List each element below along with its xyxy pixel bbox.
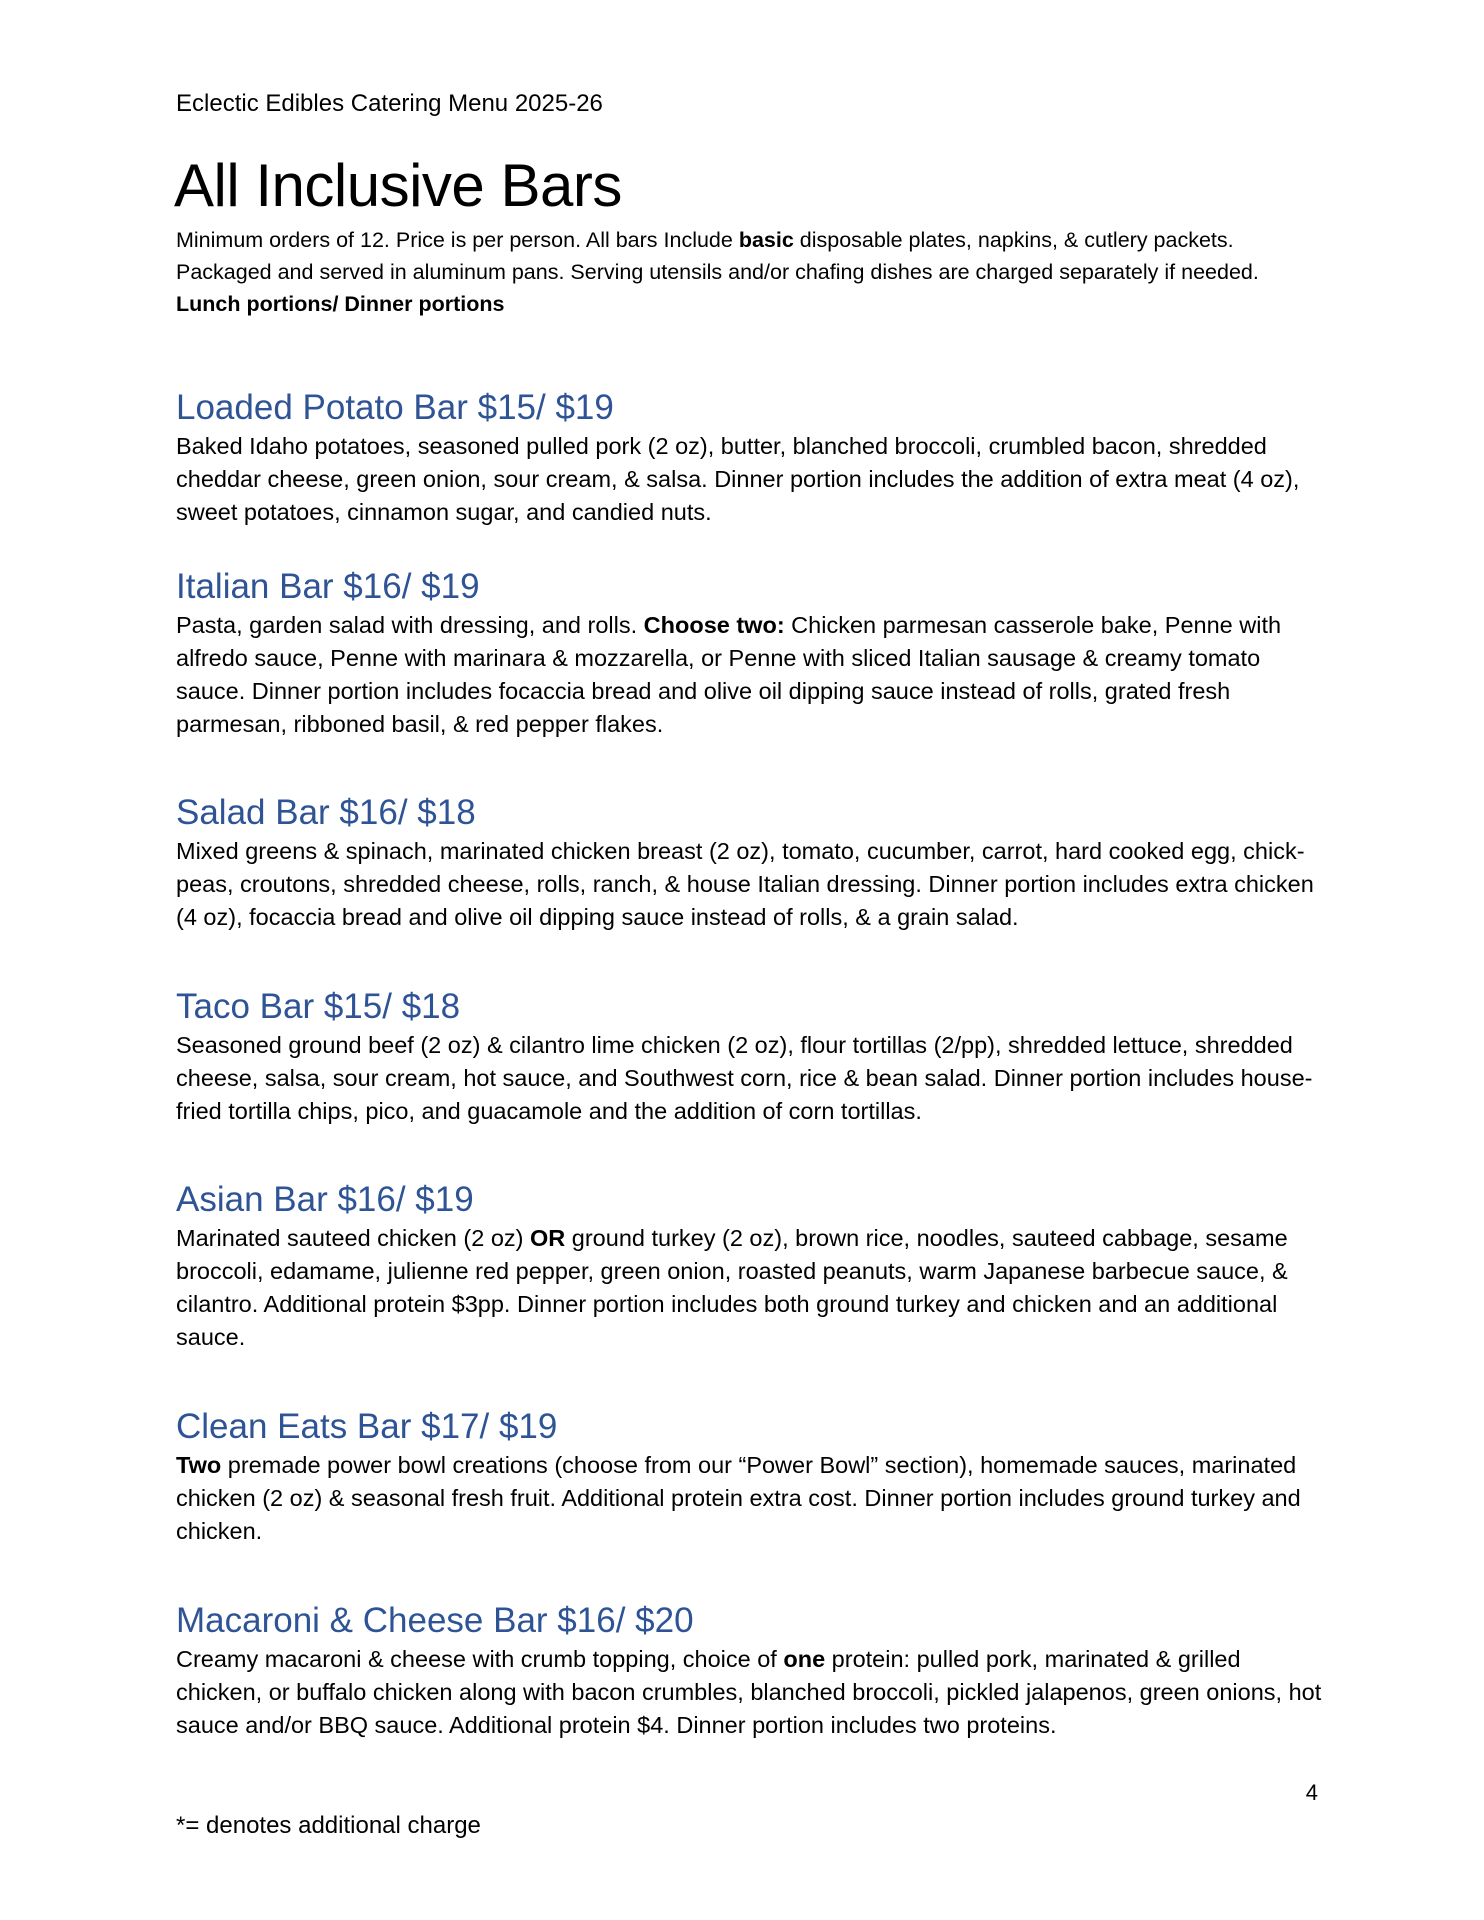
salad-bar-section (176, 791, 1326, 934)
bar-description (176, 1643, 1326, 1742)
italian-bar-section (176, 565, 1326, 741)
portions-note: Lunch portions/ Dinner portions (176, 292, 505, 316)
desc-bold: Choose two: (643, 612, 785, 638)
bar-description (176, 1222, 1326, 1354)
bar-description (176, 609, 1326, 741)
page-number: 4 (1305, 1780, 1318, 1805)
desc-part: Pasta, garden salad with dressing, and rolls. (176, 612, 644, 638)
desc-bold: one (783, 1646, 826, 1672)
desc-bold: OR (530, 1225, 566, 1251)
bar-description: Baked Idaho potatoes, seasoned pulled pork (2 oz), butter, blanched broccoli, crumbled bacon, shredded cheddar cheese, green onion, sour cream, & salsa. Dinner portion includes the addition of extra meat (4 oz), sweet potatoes, cinnamon sugar, and candied nuts. (176, 433, 1300, 525)
intro-line-1 (176, 224, 1316, 256)
desc-part: ground turkey (2 oz), brown rice, noodles, sauteed cabbage, sesame broccoli, edamame, julienne red pepper, green onion, roasted peanuts, warm Japanese barbecue sauce, & cilantro. Additional protein $3pp. Dinner portion includes both ground turkey and chicken and an additional sauce. (176, 1225, 1288, 1350)
mac-and-cheese-bar-section (176, 1599, 1326, 1742)
taco-bar-section (176, 985, 1326, 1128)
loaded-potato-bar-section (176, 386, 1326, 529)
desc-part: premade power bowl creations (choose from our “Power Bowl” section), homemade sauces, marinated chicken (2 oz) & seasonal fresh fruit. Additional protein extra cost. Dinner portion includes ground turkey and chicken. (176, 1452, 1301, 1544)
bar-title: Asian Bar $16/ $19 (176, 1180, 474, 1219)
bar-title: Italian Bar $16/ $19 (176, 567, 480, 606)
intro-line-2: Packaged and served in aluminum pans. Serving utensils and/or chafing dishes are charged separately if needed. (176, 260, 1259, 284)
bar-description (176, 1449, 1326, 1548)
footnote: *= denotes additional charge (176, 1812, 481, 1839)
bar-description: Mixed greens & spinach, marinated chicken breast (2 oz), tomato, cucumber, carrot, hard cooked egg, chick-peas, croutons, shredded cheese, rolls, ranch, & house Italian dressing. Dinner portion includes extra chicken (4 oz), focaccia bread and olive oil dipping sauce instead of rolls, & a grain salad. (176, 838, 1314, 930)
bar-title: Loaded Potato Bar $15/ $19 (176, 388, 614, 427)
intro-basic-bold: basic (738, 228, 794, 252)
bar-title: Taco Bar $15/ $18 (176, 987, 461, 1026)
bar-title: Clean Eats Bar $17/ $19 (176, 1407, 558, 1446)
desc-part: Creamy macaroni & cheese with crumb topping, choice of (176, 1646, 784, 1672)
desc-part: protein: pulled pork, marinated & grilled chicken, or buffalo chicken along with bacon crumbles, blanched broccoli, pickled jalapenos, green onions, hot sauce and/or BBQ sauce. Additional protein $4. Dinner portion includes two proteins. (176, 1646, 1322, 1738)
intro-line-1-b: disposable plates, napkins, & cutlery packets. (793, 228, 1234, 252)
page-title: All Inclusive Bars (174, 152, 622, 219)
intro-line-1-a: Minimum orders of 12. Price is per person. All bars Include (176, 228, 739, 252)
document-header: Eclectic Edibles Catering Menu 2025-26 (176, 90, 603, 117)
clean-eats-bar-section (176, 1405, 1326, 1548)
desc-part: Marinated sauteed chicken (2 oz) (176, 1225, 530, 1251)
bar-description: Seasoned ground beef (2 oz) & cilantro lime chicken (2 oz), flour tortillas (2/pp), shredded lettuce, shredded cheese, salsa, sour cream, hot sauce, and Southwest corn, rice & bean salad. Dinner portion includes house-fried tortilla chips, pico, and guacamole and the addition of corn tortillas. (176, 1032, 1313, 1124)
desc-bold: Two (176, 1452, 222, 1478)
intro-text (176, 224, 1316, 320)
desc-part: Chicken parmesan casserole bake, Penne with alfredo sauce, Penne with marinara & mozzarella, or Penne with sliced Italian sausage & creamy tomato sauce. Dinner portion includes focaccia bread and olive oil dipping sauce instead of rolls, grated fresh parmesan, ribboned basil, & red pepper flakes. (176, 612, 1282, 737)
bar-title: Salad Bar $16/ $18 (176, 793, 476, 832)
bar-title: Macaroni & Cheese Bar $16/ $20 (176, 1601, 694, 1640)
asian-bar-section (176, 1178, 1326, 1354)
